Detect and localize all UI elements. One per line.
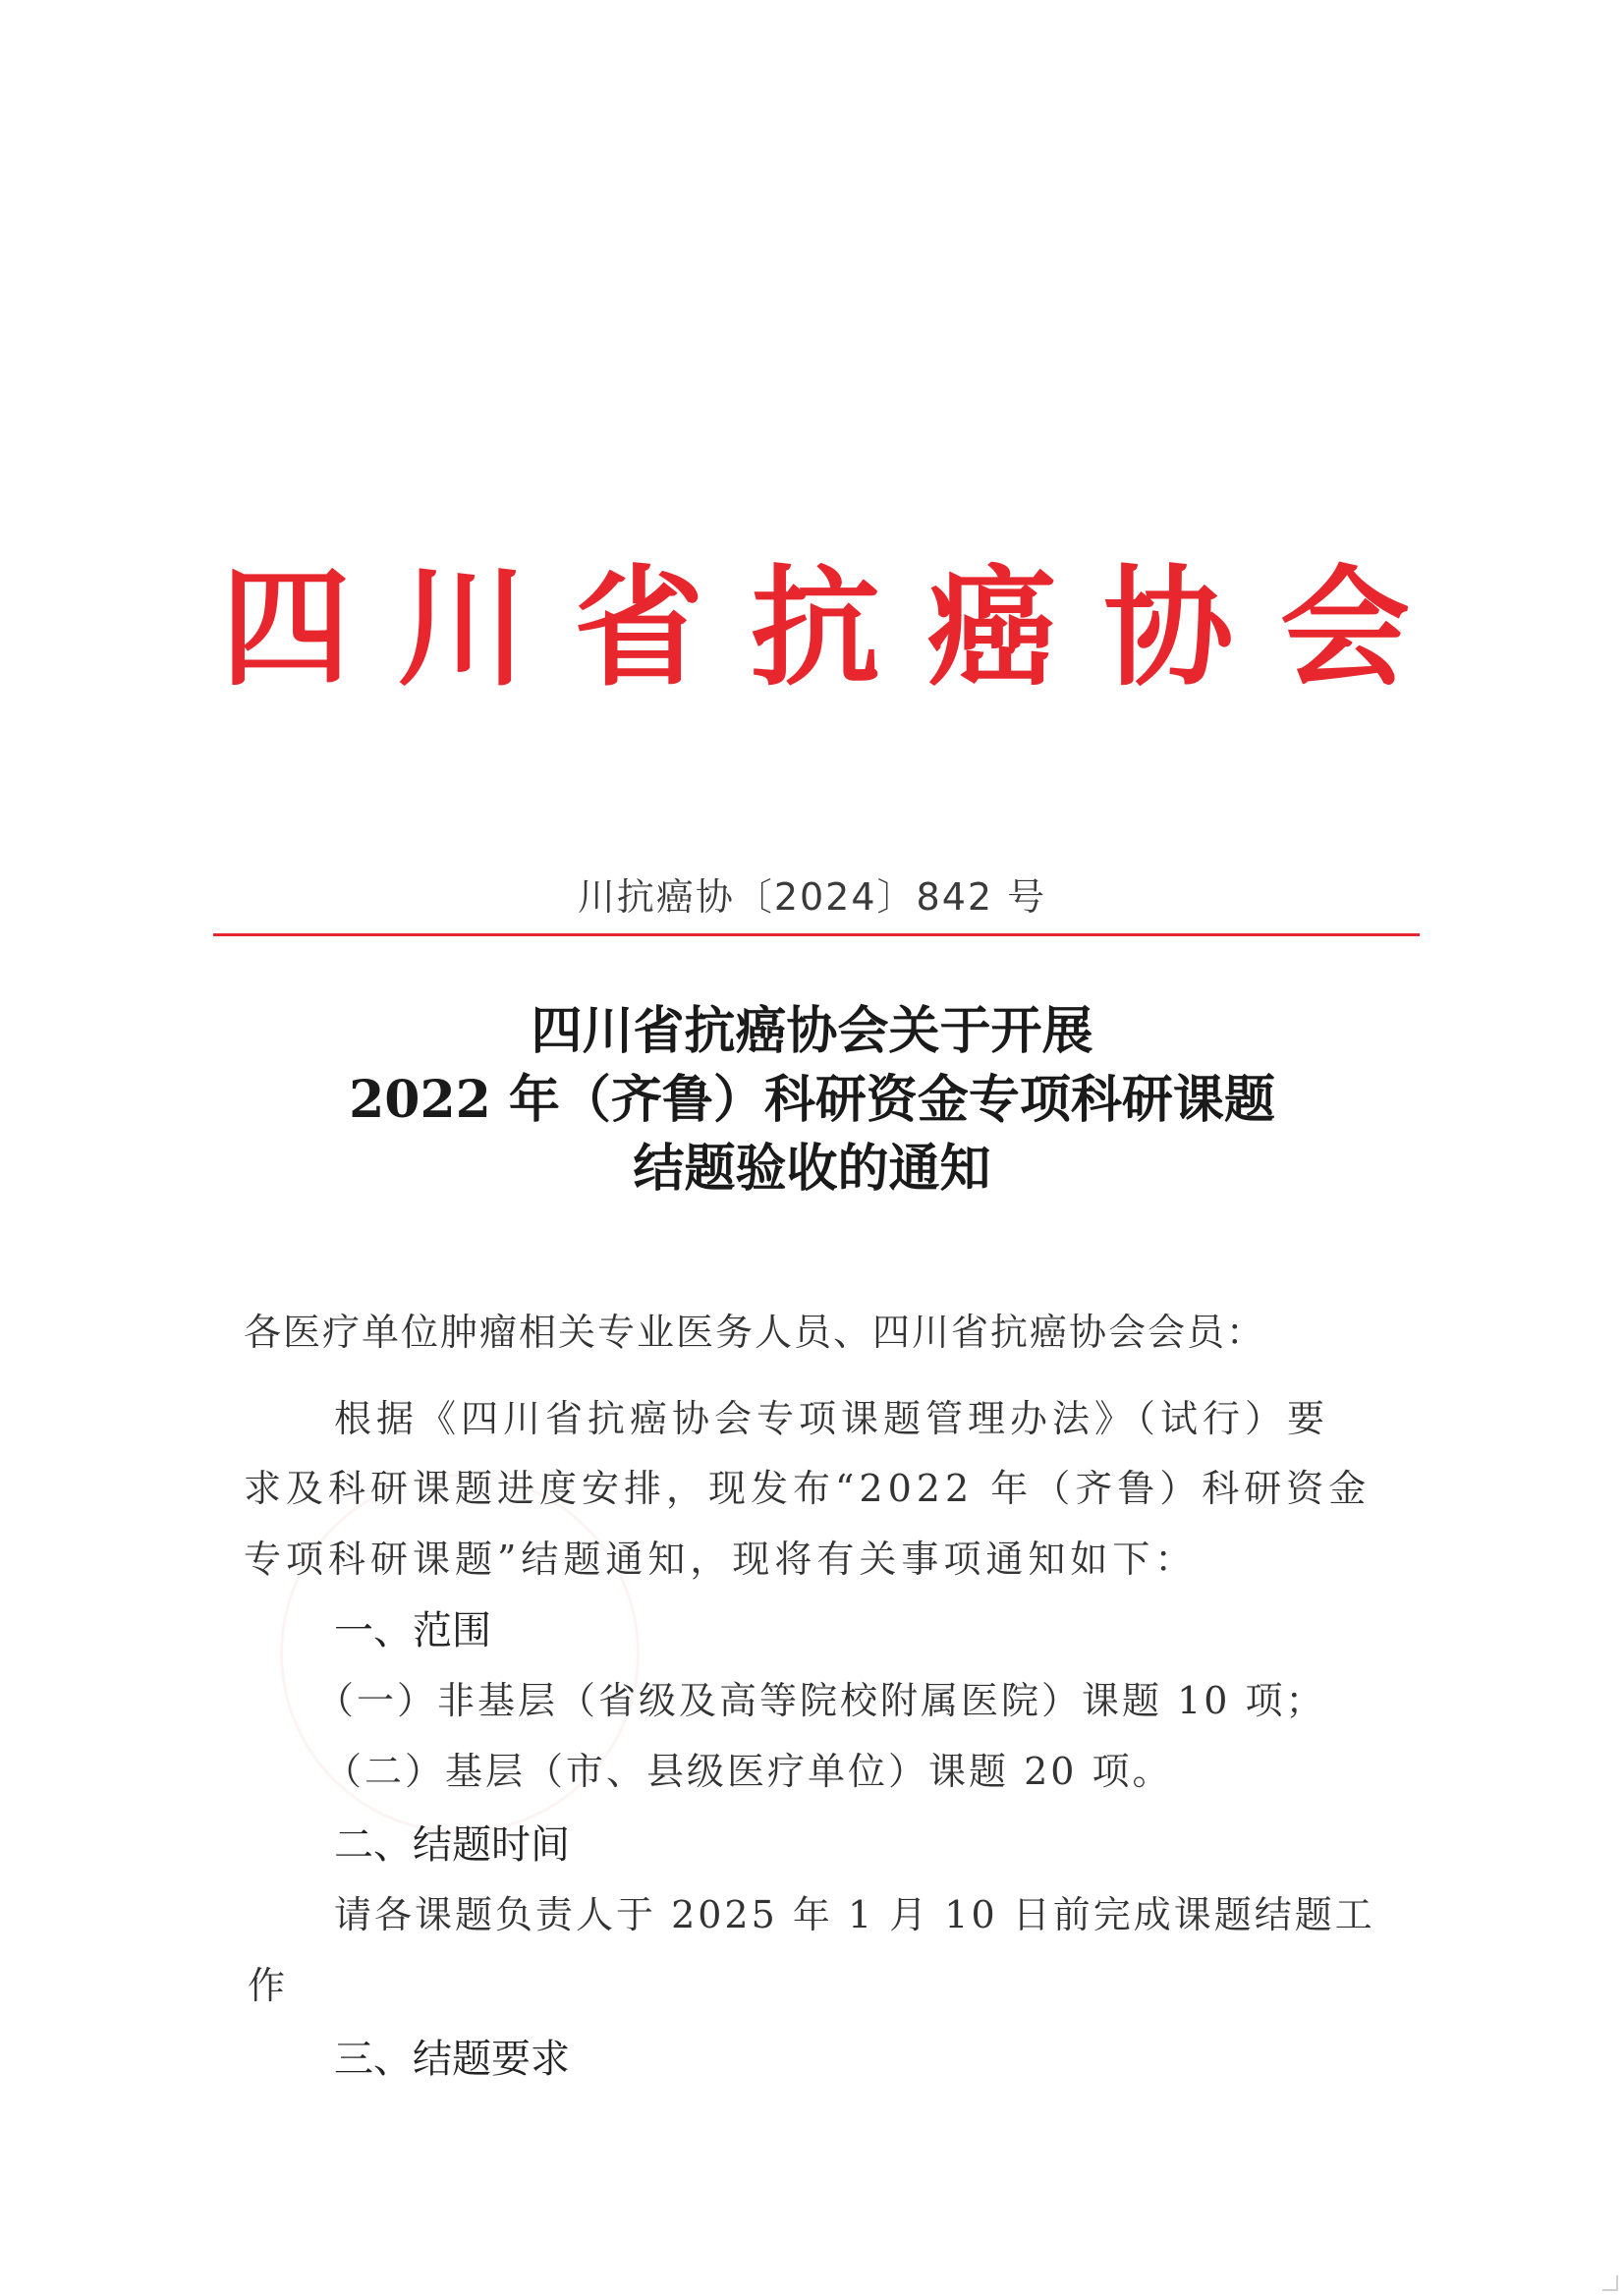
title-line-3: 结题验收的通知 xyxy=(633,1139,991,1199)
title-line-2: 2022 年（齐鲁）科研资金专项科研课题 xyxy=(349,1070,1275,1130)
document-title xyxy=(0,997,1624,1203)
title-line-1: 四川省抗癌协会关于开展 xyxy=(531,1001,1093,1061)
section-2-line-2: 作 xyxy=(248,1964,286,2007)
section-3-heading: 三、结题要求 xyxy=(334,2037,570,2082)
page-corner-mark xyxy=(1602,2275,1618,2291)
org-name-header xyxy=(221,550,1410,707)
org-name-char: 四 xyxy=(221,553,351,704)
section-1-item-2: （二）基层（市、县级医疗单位）课题 20 项。 xyxy=(324,1750,1173,1793)
org-name-char: 抗 xyxy=(750,553,880,704)
red-divider-line xyxy=(213,933,1420,936)
paragraph-1-line-3: 专项科研课题”结题通知，现将有关事项通知如下： xyxy=(244,1538,1198,1581)
org-name-char: 川 xyxy=(397,553,528,704)
paragraph-1-line-2: 求及科研课题进度安排，现发布“2022 年（齐鲁）科研资金 xyxy=(244,1467,1372,1510)
section-1-item-1: （一）非基层（省级及高等院校附属医院）课题 10 项； xyxy=(316,1679,1326,1722)
salutation: 各医疗单位肿瘤相关专业医务人员、四川省抗癌协会会员： xyxy=(244,1311,1266,1354)
org-name-char: 癌 xyxy=(926,553,1057,704)
section-2-heading: 二、结题时间 xyxy=(334,1822,570,1868)
org-name-char: 省 xyxy=(574,553,704,704)
section-1-heading: 一、范围 xyxy=(334,1608,491,1653)
org-name-char: 协 xyxy=(1103,553,1234,704)
org-name-char: 会 xyxy=(1279,553,1410,704)
section-2-line-1: 请各课题负责人于 2025 年 1 月 10 日前完成课题结题工 xyxy=(334,1893,1375,1936)
document-number: 川抗癌协〔2024〕842 号 xyxy=(577,875,1047,919)
paragraph-1-line-1: 根据《四川省抗癌协会专项课题管理办法》（试行）要 xyxy=(334,1397,1330,1440)
